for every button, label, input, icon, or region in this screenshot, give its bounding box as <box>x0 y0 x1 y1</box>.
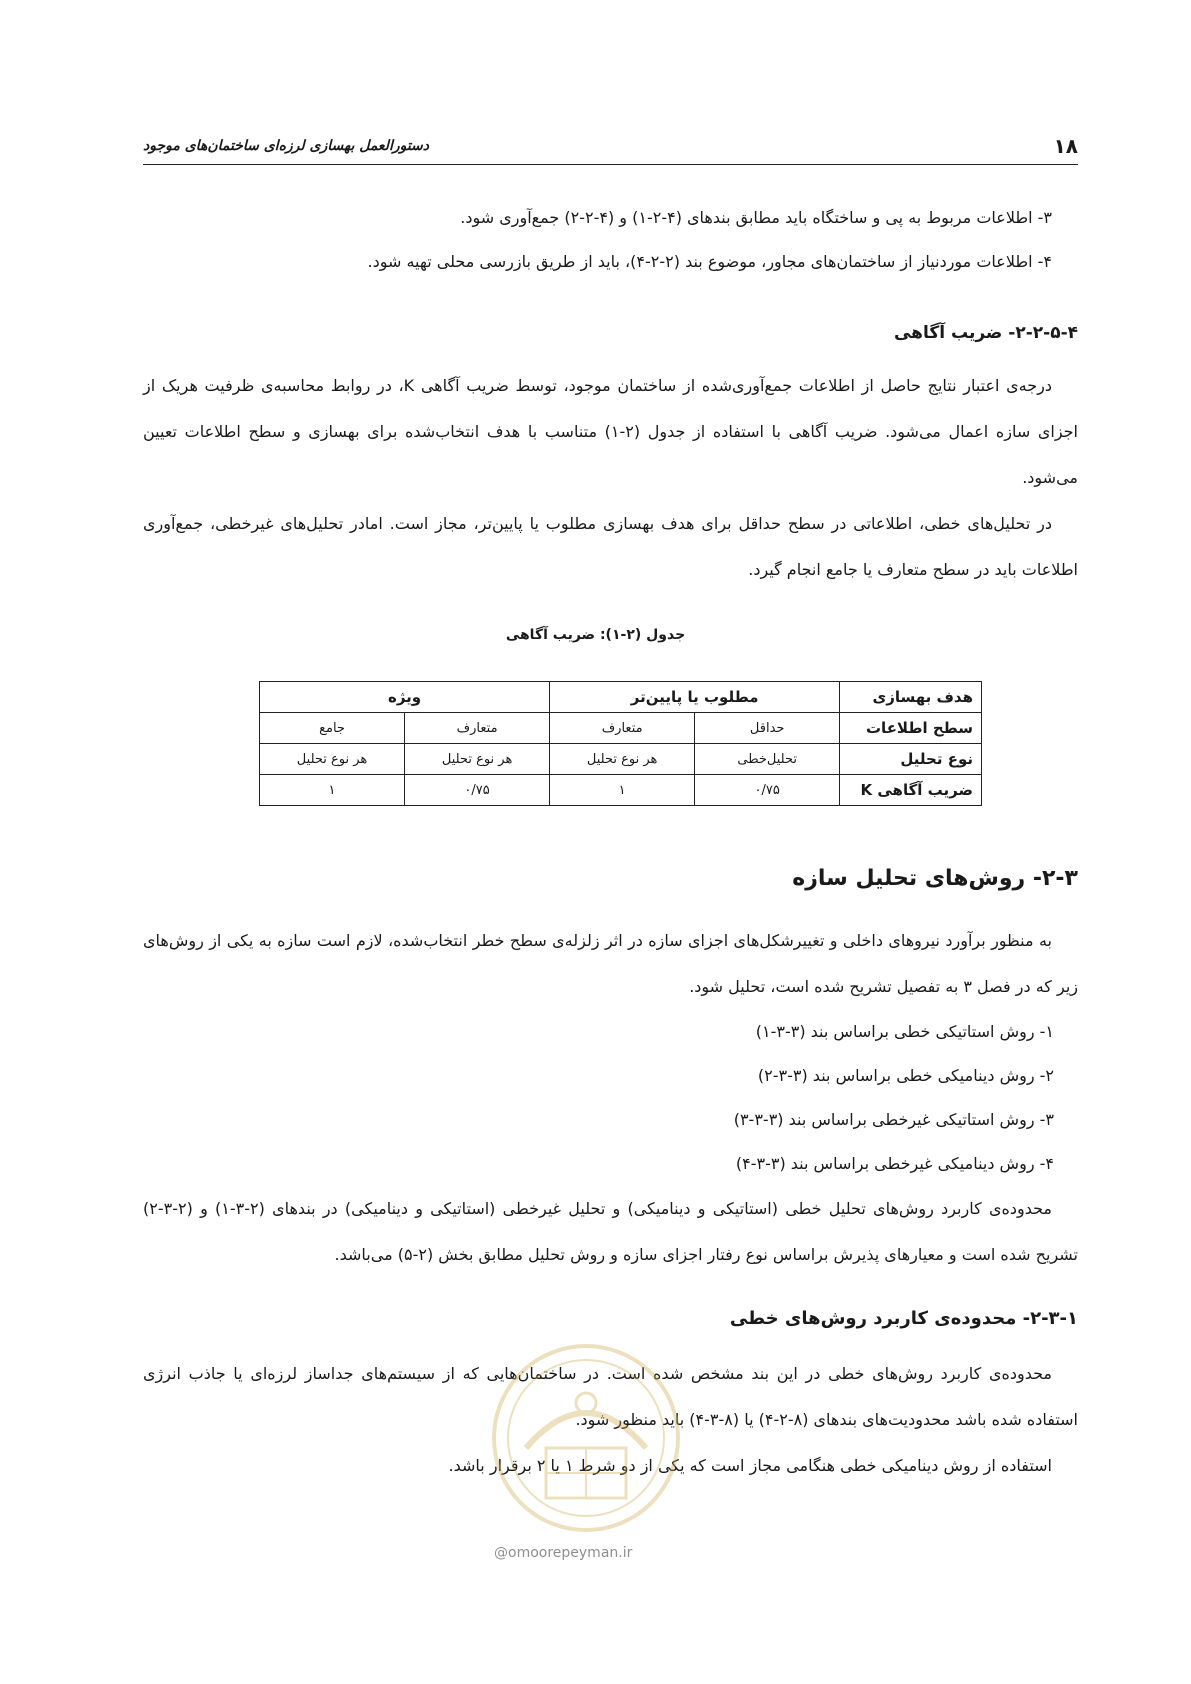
table-cell: ۱ <box>260 775 405 806</box>
watermark-url: @omoorepeyman.ir <box>494 1545 633 1561</box>
list-item: ۳- اطلاعات مربوط به پی و ساختگاه باید مطابق بندهای (۴-۲-۱) و (۴-۲-۲) جمع‌آوری شود. <box>460 208 1052 227</box>
table-cell: هر نوع تحلیل <box>550 744 695 775</box>
row-header: نوع تحلیل <box>840 744 982 775</box>
list-item: ۱- روش استاتیکی خطی براساس بند (۳-۳-۱) <box>755 1022 1054 1041</box>
paragraph: درجه‌ی اعتبار نتایج حاصل از اطلاعات جمع‌آوری‌شده از ساختمان موجود، توسط ضریب آگاهی K، در روابط محاسبه‌ی ظرفیت هریک از اجزای سازه اعمال می‌شود. ضریب آگاهی با استفاده از جدول (۲-۱) متناسب با هدف انتخاب‌شده برای بهسازی و سطح اطلاعات تعیین می‌شود. <box>143 376 1079 487</box>
table-row <box>260 775 982 806</box>
table-cell: متعارف <box>405 713 550 744</box>
table-cell: ۰/۷۵ <box>695 775 840 806</box>
table-row <box>260 682 982 713</box>
table-cell: متعارف <box>550 713 695 744</box>
list-item: ۳- روش استاتیکی غیرخطی براساس بند (۳-۳-۳) <box>733 1110 1054 1129</box>
paragraph: محدوده‌ی کاربرد روش‌های تحلیل خطی (استاتیکی و دینامیکی) و تحلیل غیرخطی (استاتیکی و دینامیکی) در بندهای (۲-۳-۱) و (۲-۳-۲) تشریح شده است و معیارهای پذیرش براساس نوع رفتار اجزای سازه و روش تحلیل مطابق بخش (۲-۵) می‌باشد. <box>143 1199 1078 1264</box>
table-cell: جامع <box>260 713 405 744</box>
page-header <box>143 134 1078 165</box>
page-number: ۱۸ <box>1053 134 1078 158</box>
row-header: هدف بهسازی <box>840 682 982 713</box>
section-heading: ۲-۳- روش‌های تحلیل سازه <box>792 866 1078 891</box>
table-cell: ۰/۷۵ <box>405 775 550 806</box>
section-heading: ۲-۳-۱- محدوده‌ی کاربرد روش‌های خطی <box>729 1308 1078 1329</box>
section-body <box>143 363 1078 593</box>
table-cell: تحلیل‌خطی <box>695 744 840 775</box>
section-body <box>143 1186 1078 1278</box>
intro-list <box>143 196 1078 284</box>
table-row <box>260 744 982 775</box>
paragraph: محدوده‌ی کاربرد روش‌های خطی در این بند مشخص شده است. در ساختمان‌هایی که از سیستم‌های جداساز لرزه‌ای یا جاذب انرژی استفاده شده باشد محدودیت‌های بندهای (۸-۲-۴) یا (۸-۳-۴) باید منظور شود. <box>143 1364 1078 1429</box>
table-cell: هر نوع تحلیل <box>405 744 550 775</box>
table-row <box>260 713 982 744</box>
methods-list <box>734 1010 1054 1186</box>
paragraph: استفاده از روش دینامیکی خطی هنگامی مجاز است که یکی از دو شرط ۱ یا ۲ برقرار باشد. <box>448 1456 1052 1475</box>
section-body <box>143 1351 1078 1489</box>
section-body <box>143 918 1078 1010</box>
list-item: ۴- اطلاعات موردنیاز از ساختمان‌های مجاور، موضوع بند (۲-۲-۴)، باید از طریق بازرسی محلی تهیه شود. <box>367 252 1052 271</box>
group-header: مطلوب یا پایین‌تر <box>550 682 840 713</box>
table-cell: هر نوع تحلیل <box>260 744 405 775</box>
paragraph: به منظور برآورد نیروهای داخلی و تغییرشکل‌های اجزای سازه در اثر زلزله‌ی سطح خطر انتخاب‌شده، لازم است سازه به یکی از روش‌های زیر که در فصل ۳ به تفصیل تشریح شده است، تحلیل شود. <box>143 931 1078 996</box>
table-cell: ۱ <box>550 775 695 806</box>
list-item: ۴- روش دینامیکی غیرخطی براساس بند (۳-۳-۴) <box>735 1154 1054 1173</box>
table-caption: جدول (۲-۱): ضریب آگاهی <box>505 627 686 643</box>
table-cell: حداقل <box>695 713 840 744</box>
row-header: سطح اطلاعات <box>840 713 982 744</box>
list-item: ۲- روش دینامیکی خطی براساس بند (۳-۳-۲) <box>757 1066 1054 1085</box>
book-title: دستورالعمل بهسازی لرزه‌ای ساختمان‌های موجود <box>143 138 430 154</box>
section-heading: ۲-۲-۵-۴- ضریب آگاهی <box>893 323 1078 343</box>
knowledge-factor-table <box>259 681 982 806</box>
row-header: ضریب آگاهی K <box>840 775 982 806</box>
paragraph: در تحلیل‌های خطی، اطلاعاتی در سطح حداقل برای هدف بهسازی مطلوب یا پایین‌تر، مجاز است. امادر تحلیل‌های غیرخطی، جمع‌آوری اطلاعات باید در سطح متعارف یا جامع انجام گیرد. <box>143 514 1078 579</box>
group-header: ویژه <box>260 682 550 713</box>
